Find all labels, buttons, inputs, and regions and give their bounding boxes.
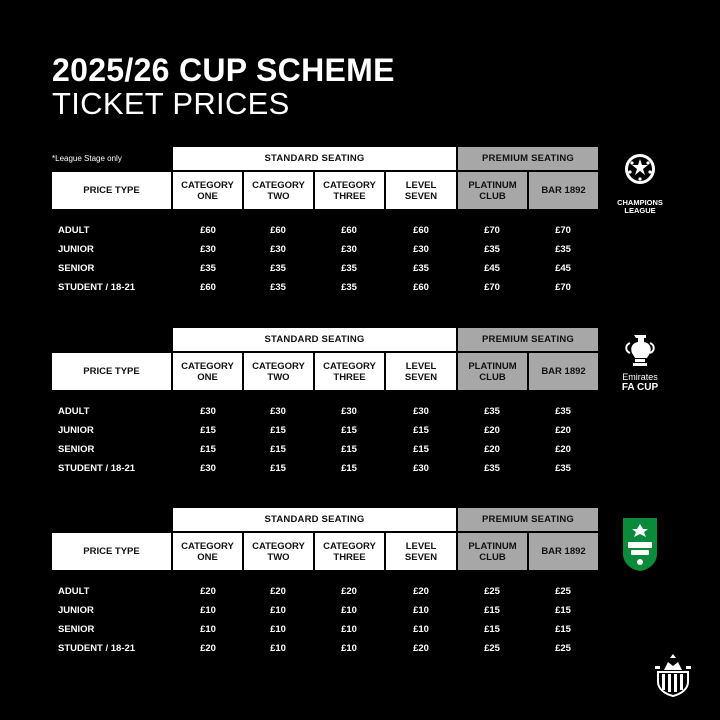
table-row <box>0 440 720 459</box>
carabao-cup-logo <box>619 516 661 572</box>
price-cell: £60 <box>200 282 216 293</box>
table-row <box>0 639 720 658</box>
price-cell: £20 <box>270 586 286 597</box>
price-cell: £15 <box>555 605 571 616</box>
price-cell: £60 <box>341 225 357 236</box>
col-header-level-seven: LEVEL SEVEN <box>386 533 456 570</box>
price-type-label: STUDENT / 18-21 <box>58 463 136 474</box>
standard-seating-header: STANDARD SEATING <box>173 147 456 170</box>
price-cell: £25 <box>555 643 571 654</box>
price-cell: £30 <box>413 463 429 474</box>
table-row <box>0 240 720 259</box>
price-cell: £70 <box>484 282 500 293</box>
price-cell: £70 <box>555 225 571 236</box>
carabao-cup-badge-icon <box>619 516 661 572</box>
col-header-level-seven: LEVEL SEVEN <box>386 172 456 209</box>
price-cell: £20 <box>200 586 216 597</box>
newcastle-crest-logo <box>650 652 696 698</box>
price-cell: £20 <box>555 425 571 436</box>
price-cell: £10 <box>270 624 286 635</box>
club-crest-icon <box>650 652 696 698</box>
price-cell: £15 <box>270 463 286 474</box>
price-cell: £15 <box>200 444 216 455</box>
price-cell: £20 <box>555 444 571 455</box>
price-cell: £60 <box>270 225 286 236</box>
fa-cup-wordmark: FA CUP <box>621 382 659 393</box>
fa-cup-sponsor-text: Emirates <box>622 372 658 382</box>
price-cell: £35 <box>484 463 500 474</box>
col-header-category-three: CATEGORY THREE <box>315 353 384 390</box>
league-stage-note: *League Stage only <box>52 154 122 163</box>
starball-icon <box>608 152 672 186</box>
col-header-category-one: CATEGORY ONE <box>173 353 242 390</box>
price-cell: £10 <box>270 605 286 616</box>
price-cell: £35 <box>200 263 216 274</box>
price-cell: £30 <box>341 406 357 417</box>
premium-seating-header: PREMIUM SEATING <box>458 328 598 351</box>
col-header-platinum-club: PLATINUM CLUB <box>458 353 527 390</box>
price-cell: £35 <box>270 282 286 293</box>
price-cell: £60 <box>200 225 216 236</box>
price-cell: £30 <box>270 406 286 417</box>
price-cell: £35 <box>484 406 500 417</box>
col-header-category-two: CATEGORY TWO <box>244 172 313 209</box>
price-cell: £20 <box>484 444 500 455</box>
col-header-category-one: CATEGORY ONE <box>173 533 242 570</box>
price-cell: £30 <box>413 244 429 255</box>
price-cell: £15 <box>413 425 429 436</box>
table-row <box>0 278 720 297</box>
table-row <box>0 459 720 478</box>
price-cell: £10 <box>413 624 429 635</box>
price-cell: £35 <box>270 263 286 274</box>
fa-cup-logo <box>612 331 668 393</box>
price-cell: £15 <box>341 463 357 474</box>
price-cell: £15 <box>341 425 357 436</box>
price-type-label: STUDENT / 18-21 <box>58 282 136 293</box>
price-cell: £10 <box>413 605 429 616</box>
col-header-platinum-club: PLATINUM CLUB <box>458 533 527 570</box>
champions-league-wordmark-line2: LEAGUE <box>624 206 656 215</box>
champions-league-wordmark-line1: CHAMPIONS <box>617 198 663 207</box>
price-cell: £30 <box>413 406 429 417</box>
price-cell: £15 <box>413 444 429 455</box>
table-row <box>0 601 720 620</box>
col-header-bar-1892: BAR 1892 <box>529 172 598 209</box>
price-type-label: JUNIOR <box>58 605 94 616</box>
col-header-bar-1892: BAR 1892 <box>529 353 598 390</box>
price-type-label: SENIOR <box>58 444 95 455</box>
price-cell: £70 <box>484 225 500 236</box>
price-cell: £45 <box>555 263 571 274</box>
page-subtitle: TICKET PRICES <box>52 86 290 121</box>
price-cell: £15 <box>555 624 571 635</box>
col-header-category-three: CATEGORY THREE <box>315 172 384 209</box>
price-cell: £30 <box>200 244 216 255</box>
page-title: 2025/26 CUP SCHEME <box>52 52 395 88</box>
price-cell: £15 <box>484 624 500 635</box>
standard-seating-header: STANDARD SEATING <box>173 508 456 531</box>
table-row <box>0 221 720 240</box>
price-cell: £20 <box>484 425 500 436</box>
price-type-label: SENIOR <box>58 263 95 274</box>
price-cell: £30 <box>270 244 286 255</box>
price-cell: £25 <box>484 586 500 597</box>
price-cell: £15 <box>270 425 286 436</box>
col-header-category-two: CATEGORY TWO <box>244 533 313 570</box>
price-cell: £30 <box>200 406 216 417</box>
champions-league-logo <box>608 152 672 214</box>
price-cell: £10 <box>200 605 216 616</box>
table-row <box>0 620 720 639</box>
price-cell: £10 <box>270 643 286 654</box>
price-cell: £35 <box>484 244 500 255</box>
price-cell: £15 <box>270 444 286 455</box>
price-cell: £10 <box>200 624 216 635</box>
table-row <box>0 582 720 601</box>
premium-seating-header: PREMIUM SEATING <box>458 147 598 170</box>
table-row <box>0 259 720 278</box>
price-cell: £45 <box>484 263 500 274</box>
price-cell: £15 <box>341 444 357 455</box>
col-header-level-seven: LEVEL SEVEN <box>386 353 456 390</box>
premium-seating-header: PREMIUM SEATING <box>458 508 598 531</box>
price-cell: £15 <box>484 605 500 616</box>
price-cell: £10 <box>341 624 357 635</box>
trophy-icon <box>612 331 668 367</box>
price-cell: £10 <box>341 605 357 616</box>
price-cell: £15 <box>200 425 216 436</box>
standard-seating-header: STANDARD SEATING <box>173 328 456 351</box>
price-cell: £20 <box>200 643 216 654</box>
price-type-label: ADULT <box>58 586 90 597</box>
price-cell: £30 <box>341 244 357 255</box>
price-type-label: ADULT <box>58 225 90 236</box>
table-row <box>0 402 720 421</box>
col-header-bar-1892: BAR 1892 <box>529 533 598 570</box>
price-type-label: SENIOR <box>58 624 95 635</box>
price-cell: £35 <box>555 406 571 417</box>
price-cell: £35 <box>413 263 429 274</box>
price-cell: £70 <box>555 282 571 293</box>
price-cell: £35 <box>341 282 357 293</box>
price-cell: £35 <box>555 244 571 255</box>
table-row <box>0 421 720 440</box>
price-type-header: PRICE TYPE <box>52 533 171 570</box>
price-cell: £60 <box>413 282 429 293</box>
price-cell: £35 <box>341 263 357 274</box>
price-cell: £30 <box>200 463 216 474</box>
col-header-category-three: CATEGORY THREE <box>315 533 384 570</box>
price-cell: £20 <box>413 643 429 654</box>
col-header-category-two: CATEGORY TWO <box>244 353 313 390</box>
price-type-label: ADULT <box>58 406 90 417</box>
price-type-label: JUNIOR <box>58 425 94 436</box>
price-type-header: PRICE TYPE <box>52 353 171 390</box>
price-type-label: JUNIOR <box>58 244 94 255</box>
price-type-header: PRICE TYPE <box>52 172 171 209</box>
col-header-category-one: CATEGORY ONE <box>173 172 242 209</box>
price-type-label: STUDENT / 18-21 <box>58 643 136 654</box>
price-cell: £35 <box>555 463 571 474</box>
price-cell: £20 <box>341 586 357 597</box>
col-header-platinum-club: PLATINUM CLUB <box>458 172 527 209</box>
price-cell: £60 <box>413 225 429 236</box>
price-cell: £10 <box>341 643 357 654</box>
price-cell: £20 <box>413 586 429 597</box>
price-cell: £25 <box>484 643 500 654</box>
price-cell: £25 <box>555 586 571 597</box>
